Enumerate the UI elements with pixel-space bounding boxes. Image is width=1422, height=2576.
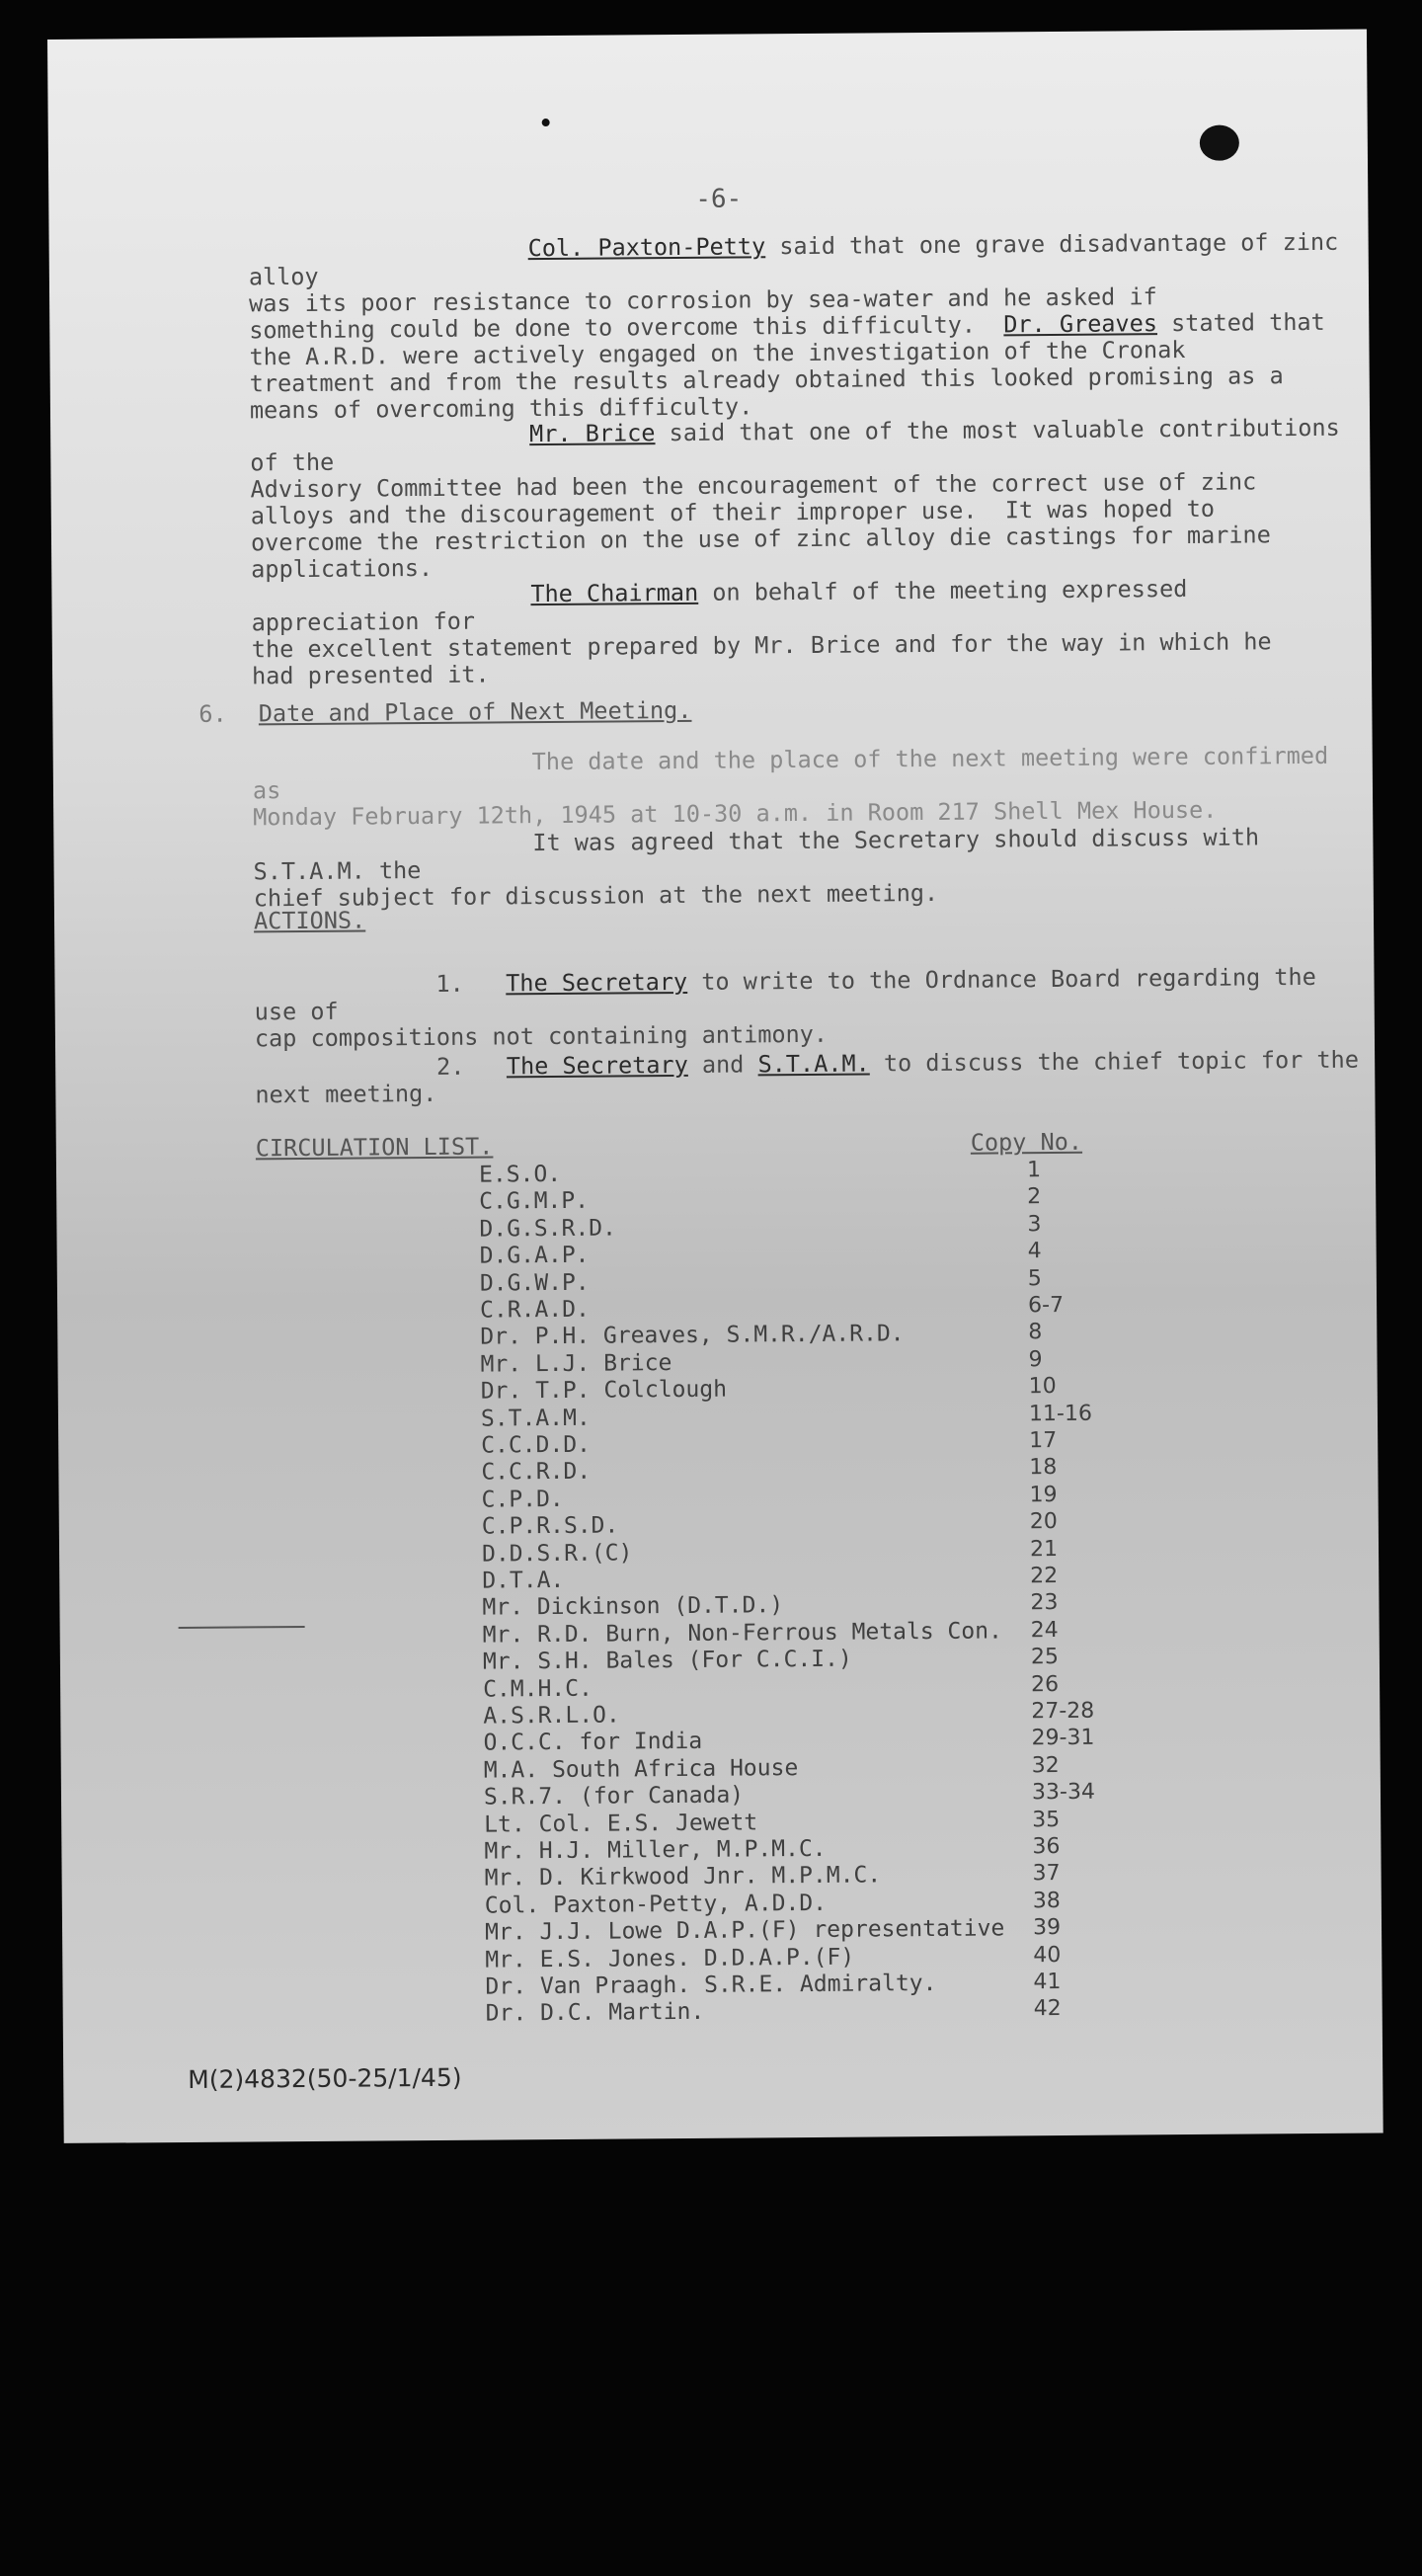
copy-number: 25 [1030, 1645, 1059, 1670]
paragraph-text: said that one of the most valuable contributions of the Advisory Committee had been the encouragement of the correct use of zinc alloys and the discouragement of their improper use. It was hoped to overcome the restriction on the use of zinc alloy die castings for marine applications. [250, 413, 1354, 584]
copy-number: 22 [1030, 1564, 1059, 1589]
action-item-1 [254, 964, 1371, 1053]
recipient-name: Mr. H.J. Miller, M.P.M.C. [484, 1835, 827, 1865]
paragraph-text: on behalf of the meeting expressed appreciation for the excellent statement prepared by Mr. Brice and for the way in which he had presented it. [251, 574, 1272, 690]
copy-number: 8 [1028, 1320, 1043, 1345]
recipient-name: C.G.M.P. [479, 1188, 590, 1215]
document-reference: M(2)4832(50-25/1/45) [188, 2062, 462, 2094]
action-text: to discuss the chief topic for the next meeting. [255, 1045, 1360, 1109]
document-page [47, 30, 1383, 2143]
ink-spot [1200, 125, 1239, 161]
copy-number: 42 [1033, 1996, 1062, 2022]
copy-number: 37 [1032, 1861, 1061, 1887]
recipient-name: Col. Paxton-Petty, A.D.D. [484, 1890, 828, 1919]
copy-number: 9 [1028, 1346, 1043, 1373]
copy-number: 11-16 [1028, 1401, 1092, 1426]
speaker-name: Dr. Greaves [1003, 309, 1158, 339]
recipient-name: Mr. S.H. Bales (For C.C.I.) [482, 1646, 852, 1675]
actions-heading [254, 906, 365, 934]
next-meeting-paragraph [253, 743, 1370, 832]
copy-number: 33-34 [1031, 1779, 1096, 1806]
copy-number: 19 [1029, 1482, 1058, 1508]
recipient-name: D.D.S.R.(C) [481, 1539, 633, 1568]
copy-number: 21 [1029, 1536, 1059, 1562]
paragraph-chairman [251, 575, 1368, 690]
action-text: and [687, 1050, 758, 1079]
ink-dot [542, 119, 550, 126]
action-number: 1. [435, 969, 464, 998]
copy-number: 23 [1030, 1590, 1059, 1616]
recipient-name: Dr. P.H. Greaves, S.M.R./A.R.D. [480, 1321, 905, 1350]
copy-number: 40 [1033, 1942, 1062, 1968]
copy-number: 41 [1033, 1969, 1062, 1995]
action-text: to write to the Ordnance Board regarding the use of cap compositions not containing antimony. [254, 962, 1331, 1053]
paragraph-text: The date and the place of the next meeting were confirmed as Monday February 12th, 1945 at 10-30 a.m. in Room 217 Shell Mex House. [252, 741, 1343, 832]
recipient-name: S.T.A.M. [480, 1405, 591, 1432]
recipient-name: S.R.7. (for Canada) [483, 1782, 745, 1811]
recipient-name: C.P.R.S.D. [481, 1512, 619, 1540]
recipient-name: D.G.A.P. [479, 1242, 590, 1269]
circulation-row [486, 1994, 1375, 2028]
paragraph-brice [250, 415, 1367, 584]
copy-number: 3 [1027, 1211, 1042, 1238]
copy-number: 20 [1029, 1509, 1058, 1535]
recipient-name: A.S.R.L.O. [483, 1702, 620, 1730]
recipient-name: Mr. R.D. Burn, Non-Ferrous Metals Con. [482, 1618, 1002, 1649]
copy-number: 39 [1032, 1915, 1062, 1941]
copy-number: 2 [1027, 1184, 1042, 1210]
action-owner: S.T.A.M. [757, 1049, 870, 1079]
recipient-name: Dr. T.P. Colclough [480, 1376, 728, 1405]
recipient-name: Mr. J.J. Lowe D.A.P.(F) representative [484, 1915, 1005, 1946]
recipient-name: Mr. E.S. Jones. D.D.A.P.(F) [485, 1944, 855, 1973]
copy-number: 5 [1027, 1265, 1042, 1291]
circulation-title: CIRCULATION LIST. [255, 1132, 494, 1163]
copy-number: 32 [1031, 1752, 1060, 1779]
speaker-name: Col. Paxton-Petty [527, 232, 766, 263]
copy-number: 4 [1027, 1239, 1042, 1264]
recipient-name: Mr. Dickinson (D.T.D.) [482, 1592, 784, 1621]
recipient-name: M.A. South Africa House [483, 1754, 799, 1784]
paragraph-text: stated that the A.R.D. were actively engaged on the investigation of the Cronak treatment and from the results already obtained this looked promising as a means of overcoming this difficulty. [249, 307, 1325, 425]
recipient-name: D.T.A. [482, 1567, 565, 1594]
recipient-name: Mr. L.J. Brice [480, 1349, 672, 1378]
recipient-name: E.S.O. [478, 1161, 562, 1188]
speaker-name: Mr. Brice [529, 419, 656, 448]
copy-number: 38 [1032, 1888, 1061, 1914]
recipient-name: C.M.H.C. [483, 1675, 593, 1703]
recipient-name: O.C.C. for India [483, 1729, 703, 1756]
recipient-name: Lt. Col. E.S. Jewett [484, 1810, 758, 1838]
copy-number: 29-31 [1031, 1726, 1095, 1751]
copy-number: 24 [1030, 1617, 1059, 1644]
recipient-name: Dr. D.C. Martin. [485, 1999, 705, 2027]
action-number: 2. [436, 1052, 465, 1081]
secretary-paragraph [253, 824, 1370, 913]
paragraph-paxton-petty [249, 229, 1366, 425]
action-owner: The Secretary [506, 967, 688, 998]
recipient-name: Mr. D. Kirkwood Jnr. M.P.M.C. [484, 1862, 882, 1892]
recipient-name: C.C.R.D. [481, 1459, 592, 1486]
recipient-name: C.R.A.D. [480, 1296, 590, 1324]
copy-number-title: Copy No. [970, 1127, 1083, 1157]
paragraph-text: said that one grave disadvantage of zinc alloy was its poor resistance to corrosion by sea-water and he asked if something could be done to overcome this difficulty. [248, 227, 1353, 345]
circulation-heading [256, 1132, 494, 1162]
recipient-name: D.G.S.R.D. [479, 1215, 617, 1243]
copy-number-heading [971, 1128, 1082, 1157]
section-number: 6. [198, 699, 227, 728]
copy-number: 18 [1029, 1455, 1058, 1481]
recipient-name: C.C.D.D. [481, 1431, 592, 1459]
actions-title: ACTIONS. [253, 906, 366, 935]
recipient-name: Dr. Van Praagh. S.R.E. Admiralty. [485, 1970, 937, 2000]
action-item-2 [255, 1047, 1371, 1109]
copy-number: 17 [1029, 1428, 1058, 1454]
copy-number: 27-28 [1031, 1698, 1095, 1725]
copy-number: 35 [1032, 1807, 1061, 1832]
copy-number: 6-7 [1027, 1292, 1065, 1319]
recipient-name: D.G.W.P. [479, 1269, 590, 1297]
margin-rule [179, 1626, 305, 1629]
section-title: Date and Place of Next Meeting. [258, 695, 692, 728]
copy-number: 10 [1028, 1374, 1057, 1400]
copy-number: 36 [1032, 1834, 1061, 1860]
action-owner: The Secretary [506, 1050, 688, 1081]
page-number: -6- [695, 184, 743, 214]
copy-number: 26 [1031, 1671, 1060, 1697]
copy-number: 1 [1026, 1158, 1042, 1183]
recipient-name: C.P.D. [481, 1486, 564, 1513]
speaker-name: The Chairman [530, 578, 699, 608]
section-6-heading [198, 696, 691, 728]
paragraph-text: It was agreed that the Secretary should discuss with S.T.A.M. the chief subject for discussion at the next meeting. [253, 823, 1274, 913]
